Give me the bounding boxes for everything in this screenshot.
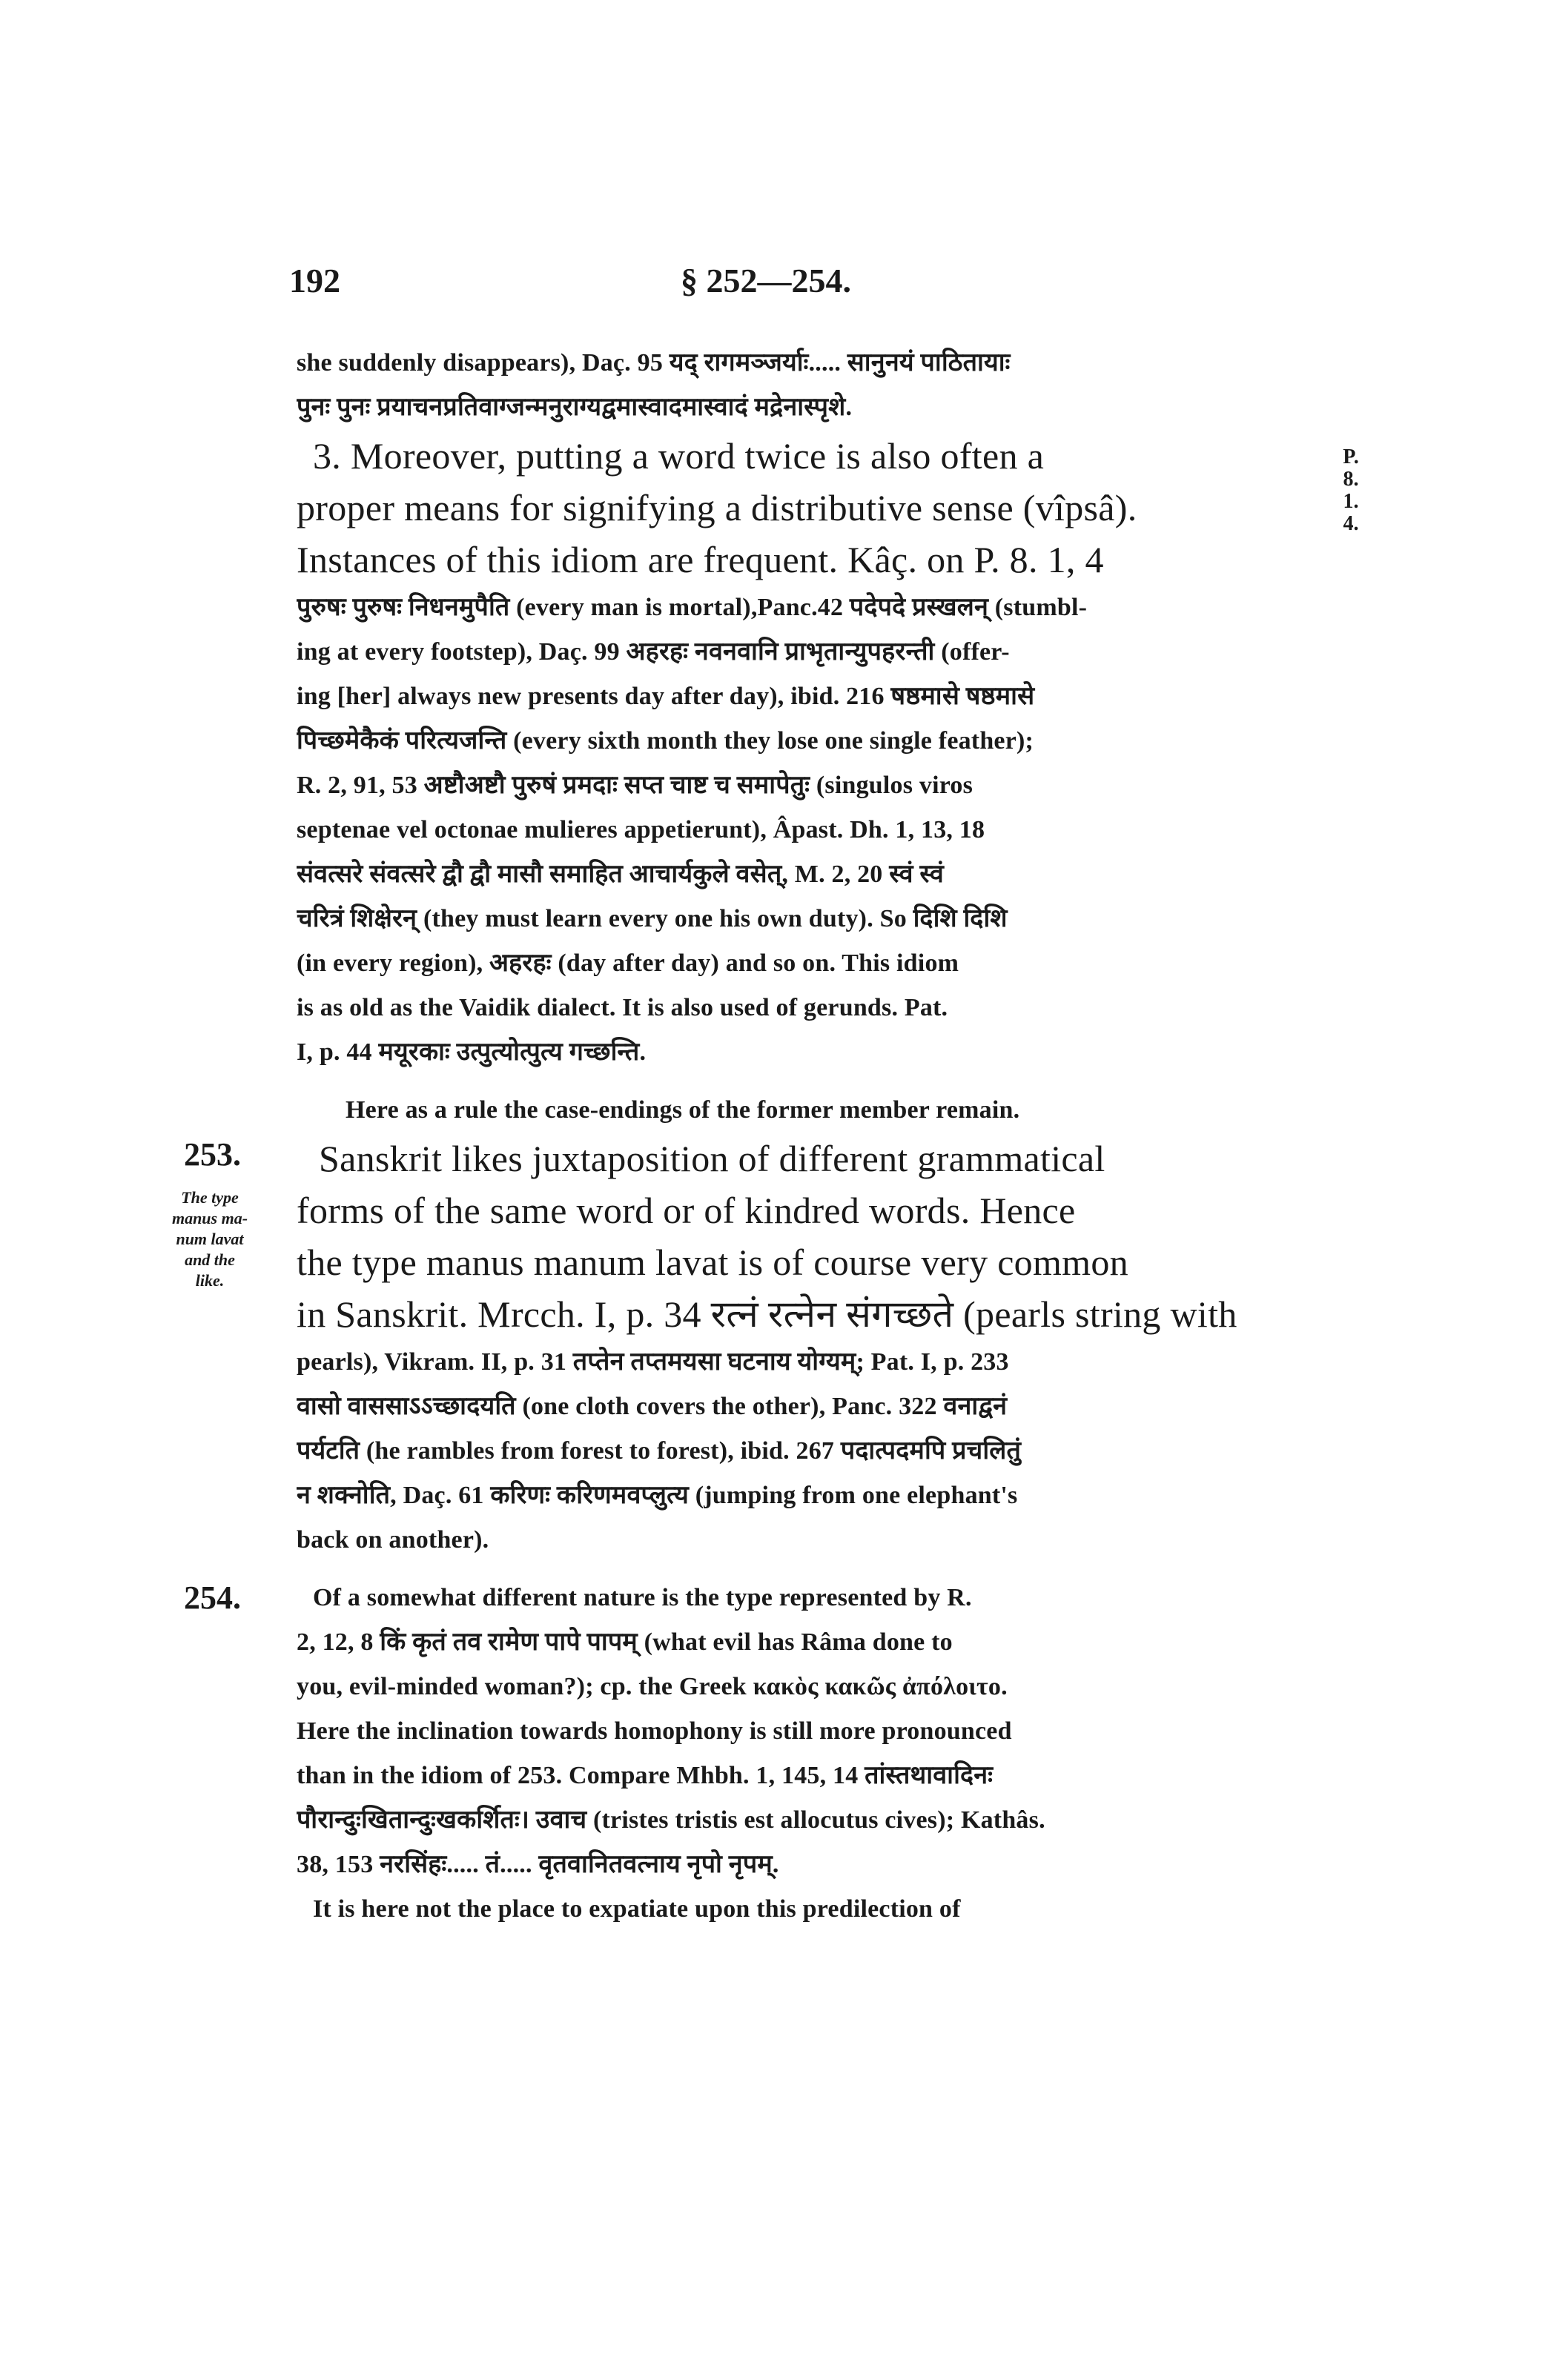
- margin-reference: [1335, 446, 1367, 535]
- paragraph-3: [297, 430, 1359, 1075]
- section-range: § 252—254.: [681, 262, 851, 299]
- text-line: in Sanskrit. Mrcch. I, p. 34 रत्नं रत्नेन संगच्छते (pearls string with: [297, 1293, 1237, 1335]
- section-number: 253.: [184, 1136, 241, 1173]
- text-line: पिच्छमेकैकं परित्यजन्ति (every sixth month they lose one single feather);: [297, 727, 1034, 755]
- text-line: न शक्नोति, Daç. 61 करिणः करिणमवप्लुत्य (jumping from one elephant's: [297, 1482, 1018, 1509]
- rule-note: Here as a rule the case-endings of the former member remain.: [346, 1096, 1020, 1124]
- text-line: It is here not the place to expatiate upon this predilection of: [313, 1895, 961, 1923]
- text-line: Here the inclination towards homophony is still more pronounced: [297, 1717, 1012, 1745]
- intro-paragraph: [297, 341, 1327, 430]
- text-line: पौरान्दुःखितान्दुःखकर्शितः। उवाच (tristes tristis est allocutus cives); Kathâs.: [297, 1806, 1045, 1834]
- sidenote-line: and the: [185, 1250, 235, 1269]
- text-line: Sanskrit likes juxtaposition of different grammatical: [319, 1138, 1105, 1179]
- text-line: R. 2, 91, 53 अष्टौअष्टौ पुरुषं प्रमदाः सप्त चाष्ट च समापेतुः (singulos viros: [297, 772, 973, 799]
- section-number: 254.: [184, 1580, 241, 1616]
- text-line: पुनः पुनः प्रयाचनप्रतिवाग्जन्मनुराग्यद्वमास्वादमास्वादं मद्रेनास्पृशे.: [297, 394, 853, 421]
- text-line: back on another).: [297, 1526, 489, 1554]
- text-line: पुरुषः पुरुषः निधनमुपैति (every man is mortal),Panc.42 पदेपदे प्रस्खलन् (stumbl-: [297, 594, 1088, 621]
- text-line: 2, 12, 8 किं कृतं तव रामेण पापे पापम् (what evil has Râma done to: [297, 1628, 953, 1656]
- page-body: [171, 341, 1359, 1932]
- text-line: you, evil-minded woman?); cp. the Greek κακὸς κακῶς ἀπόλοιτο.: [297, 1673, 1008, 1700]
- margin-reference-line: P. 8.: [1343, 445, 1359, 491]
- text-line: पर्यटति (he rambles from forest to forest), ibid. 267 पदात्पदमपि प्रचलितुं: [297, 1437, 1022, 1465]
- text-line: the type manus manum lavat is of course very common: [297, 1242, 1128, 1283]
- text-line: she suddenly disappears), Daç. 95 यद् रागमञ्जर्याः..... सानुनयं पाठितायाः: [297, 349, 1011, 377]
- text-line: proper means for signifying a distributive sense (vîpsâ).: [297, 487, 1137, 528]
- text-line: (in every region), अहरहः (day after day) and so on. This idiom: [297, 949, 959, 977]
- text-line: 38, 153 नरसिंहः..... तं..... वृतवानितवत्नाय नृपो नृपम्.: [297, 1851, 779, 1878]
- page-number: 192: [289, 262, 340, 299]
- text-line: I, p. 44 मयूरकाः उत्पुत्योत्पुत्य गच्छन्ति.: [297, 1038, 647, 1066]
- page-header: [289, 261, 1312, 313]
- text-line: forms of the same word or of kindred words. Hence: [297, 1190, 1076, 1231]
- sidenote-line: manus ma-: [171, 1209, 248, 1227]
- sidenote-line: num lavat: [176, 1230, 244, 1248]
- section-254: [184, 1576, 1327, 1932]
- text-line: चरित्रं शिक्षेरन् (they must learn every one his own duty). So दिशि दिशि: [297, 905, 1008, 932]
- text-line: 3. Moreover, putting a word twice is also often a: [313, 435, 1045, 477]
- text-line: ing at every footstep), Daç. 99 अहरहः नवनवानि प्राभृतान्युपहरन्ती (offer-: [297, 638, 1010, 666]
- text-line: is as old as the Vaidik dialect. It is also used of gerunds. Pat.: [297, 994, 948, 1021]
- section-253: [171, 1133, 1327, 1562]
- margin-reference-line: 1. 4.: [1343, 490, 1359, 535]
- text-line: than in the idiom of 253. Compare Mhbh. 1, 145, 14 तांस्तथावादिनः: [297, 1762, 994, 1789]
- text-line: Instances of this idiom are frequent. Kâç. on P. 8. 1, 4: [297, 539, 1104, 580]
- margin-sidenote: [165, 1187, 255, 1291]
- text-line: संवत्सरे संवत्सरे द्वौ द्वौ मासौ समाहित आचार्यकुले वसेत्, M. 2, 20 स्वं स्वं: [297, 861, 944, 888]
- text-line: वासो वाससाऽऽच्छादयति (one cloth covers the other), Panc. 322 वनाद्वनं: [297, 1393, 1008, 1420]
- text-line: pearls), Vikram. II, p. 31 तप्तेन तप्तमयसा घटनाय योग्यम्; Pat. I, p. 233: [297, 1348, 1009, 1376]
- text-line: Of a somewhat different nature is the type represented by R.: [313, 1584, 972, 1611]
- sidenote-line: The type: [181, 1188, 239, 1207]
- text-line: ing [her] always new presents day after day), ibid. 216 षष्ठमासे षष्ठमासे: [297, 683, 1035, 710]
- sidenote-line: like.: [195, 1271, 225, 1290]
- text-line: septenae vel octonae mulieres appetierunt), Âpast. Dh. 1, 13, 18: [297, 816, 985, 843]
